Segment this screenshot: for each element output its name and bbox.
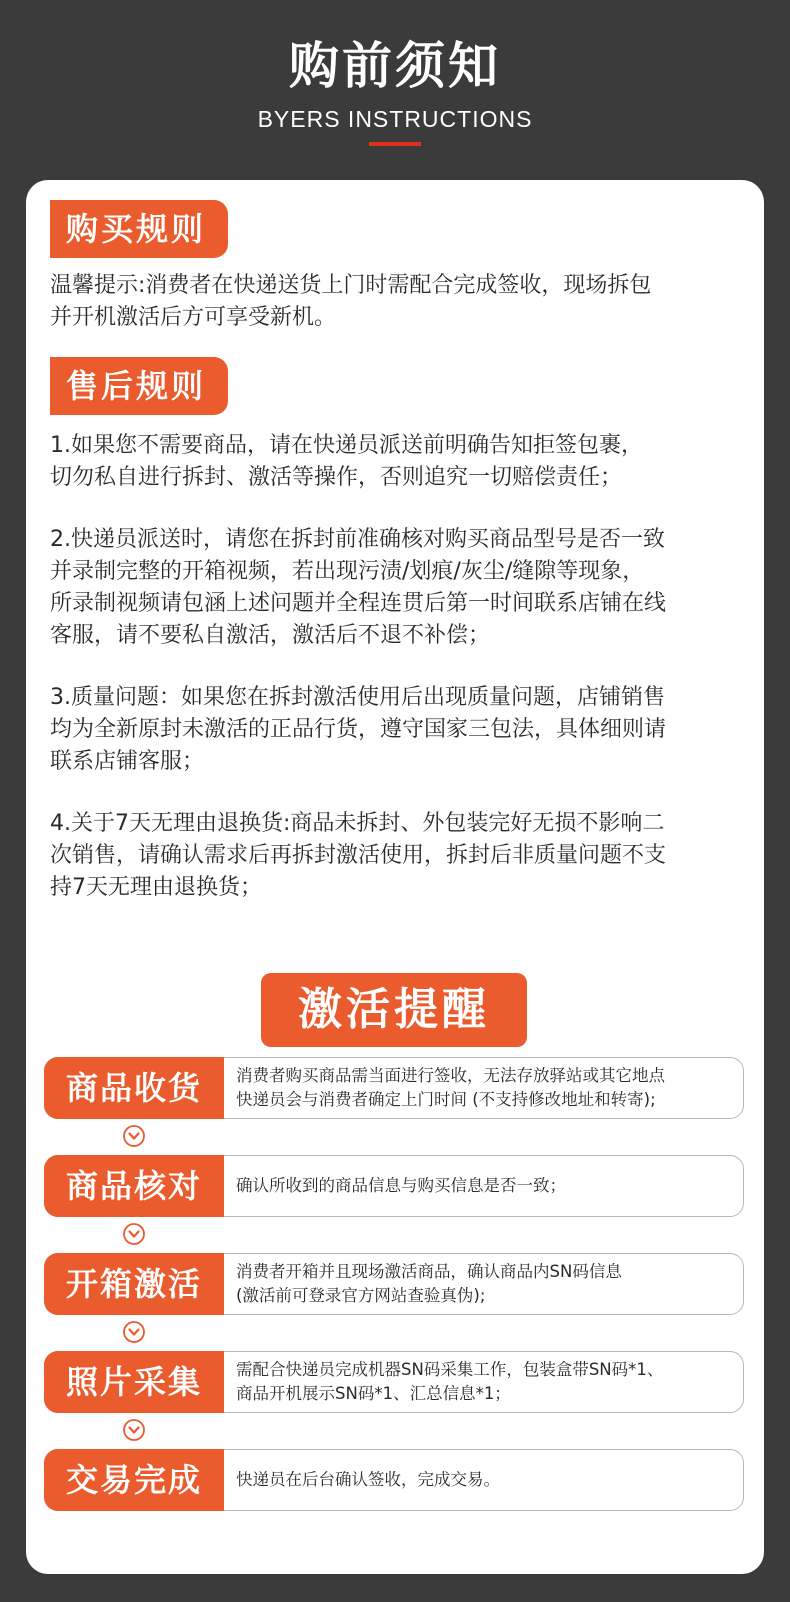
step-description: 需配合快递员完成机器SN码采集工作，包装盒带SN码*1、 商品开机展示SN码*1、汇总信息*1；	[236, 1360, 664, 1403]
title-underline	[369, 142, 421, 146]
step-label: 交易完成	[44, 1449, 224, 1511]
aftersale-rule-1: 1.如果您不需要商品，请在快递员派送前明确告知拒签包裹， 切勿私自进行拆封、激活等操作，否则追究一切赔偿责任；	[50, 433, 643, 490]
step-description: 确认所收到的商品信息与购买信息是否一致；	[236, 1176, 566, 1195]
page-header	[0, 0, 790, 180]
chevron-down-circle-icon	[122, 1222, 146, 1246]
step-label: 照片采集	[44, 1351, 224, 1413]
step-description: 快递员在后台确认签收，完成交易。	[236, 1470, 500, 1489]
purchase-rules-text: 温馨提示:消费者在快递送货上门时需配合完成签收，现场拆包 并开机激活后方可享受新机。	[50, 273, 652, 330]
chevron-down-circle-icon	[122, 1320, 146, 1344]
page-subtitle: BYERS INSTRUCTIONS	[257, 106, 533, 132]
chevron-down-circle-icon	[122, 1418, 146, 1442]
step-label: 商品收货	[44, 1057, 224, 1119]
purchase-rules-tag: 购买规则	[50, 200, 228, 258]
chevron-down-circle-icon	[122, 1124, 146, 1148]
step-photo-collection	[44, 1351, 744, 1413]
step-description: 消费者开箱并且现场激活商品，确认商品内SN码信息 (激活前可登录官方网站查验真伪);	[236, 1262, 622, 1305]
aftersale-rule-4: 4.关于7天无理由退换货:商品未拆封、外包装完好无损不影响二 次销售，请确认需求后再拆封激活使用，拆封后非质量问题不支 持7天无理由退换货；	[50, 811, 667, 900]
step-transaction-complete	[44, 1449, 744, 1511]
aftersale-rules-tag: 售后规则	[50, 357, 228, 415]
page-title: 购前须知	[289, 37, 501, 95]
step-unbox-activate	[44, 1253, 744, 1315]
content-card	[26, 180, 764, 1574]
step-receive-goods	[44, 1057, 744, 1119]
step-description: 消费者购买商品需当面进行签收，无法存放驿站或其它地点 快递员会与消费者确定上门时间 (不支持修改地址和转寄);	[236, 1066, 665, 1109]
aftersale-rule-2: 2.快递员派送时，请您在拆封前准确核对购买商品型号是否一致 并录制完整的开箱视频，若出现污渍/划痕/灰尘/缝隙等现象， 所录制视频请包涵上述问题并全程连贯后第一时间联系店铺在线 客服，请不要私自激活，激活后不退不补偿；	[50, 527, 667, 648]
activation-reminder-banner: 激活提醒	[261, 973, 527, 1047]
step-label: 开箱激活	[44, 1253, 224, 1315]
step-verify-goods	[44, 1155, 744, 1217]
aftersale-rule-3: 3.质量问题：如果您在拆封激活使用后出现质量问题，店铺销售 均为全新原封未激活的正品行货，遵守国家三包法，具体细则请 联系店铺客服；	[50, 685, 667, 774]
step-label: 商品核对	[44, 1155, 224, 1217]
